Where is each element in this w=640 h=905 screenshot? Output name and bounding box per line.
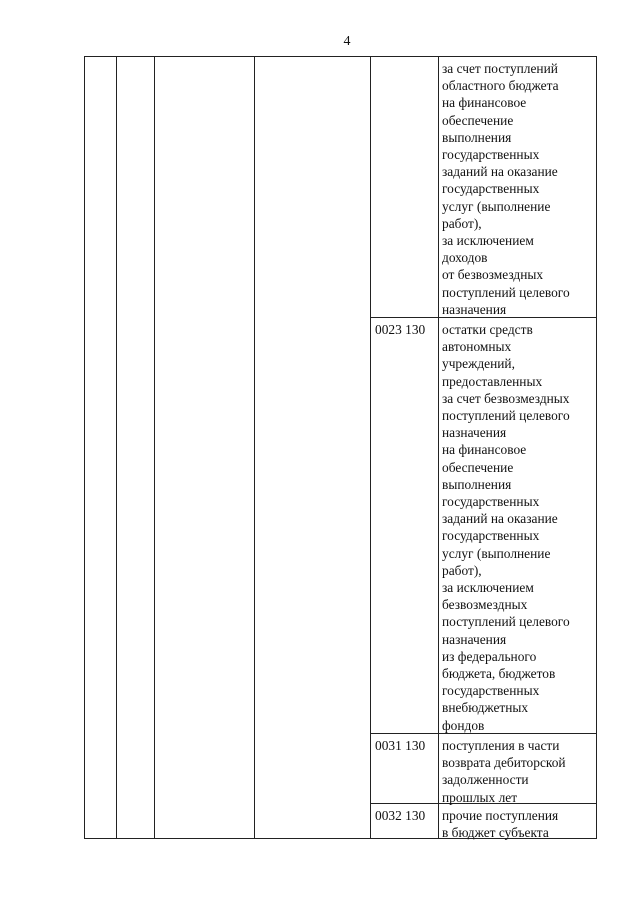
row-3-description: поступления в части возврата дебиторской задолженности прошлых лет xyxy=(442,738,566,805)
row-1-description: за счет поступлений областного бюджета на финансовое обеспечение выполнения государственных заданий на оказание государственных услуг (выполнение работ), за исключением доходов от безвозмездных поступлений целевого назначения xyxy=(442,61,570,317)
row-2-code: 0023 130 xyxy=(375,322,426,337)
column-divider-5 xyxy=(438,57,439,838)
budget-table xyxy=(84,56,597,839)
column-divider-3 xyxy=(254,57,255,838)
page-number: 4 xyxy=(343,34,351,49)
column-divider-2 xyxy=(154,57,155,838)
row-4-description: прочие поступления в бюджет субъекта xyxy=(442,808,559,841)
column-divider-4 xyxy=(370,57,371,838)
row-4-code: 0032 130 xyxy=(375,808,426,823)
column-divider-1 xyxy=(116,57,117,838)
row-3-code: 0031 130 xyxy=(375,738,426,753)
row-2-description: остатки средств автономных учреждений, предоставленных за счет безвозмездных поступлений целевого назначения на финансовое обеспечение выполнения государственных заданий на оказание государственных услуг (выполнение работ), за исключением безвозмездных поступлений целевого назначения из федерального бюджета, бюджетов государственных внебюджетных фондов xyxy=(442,322,570,733)
